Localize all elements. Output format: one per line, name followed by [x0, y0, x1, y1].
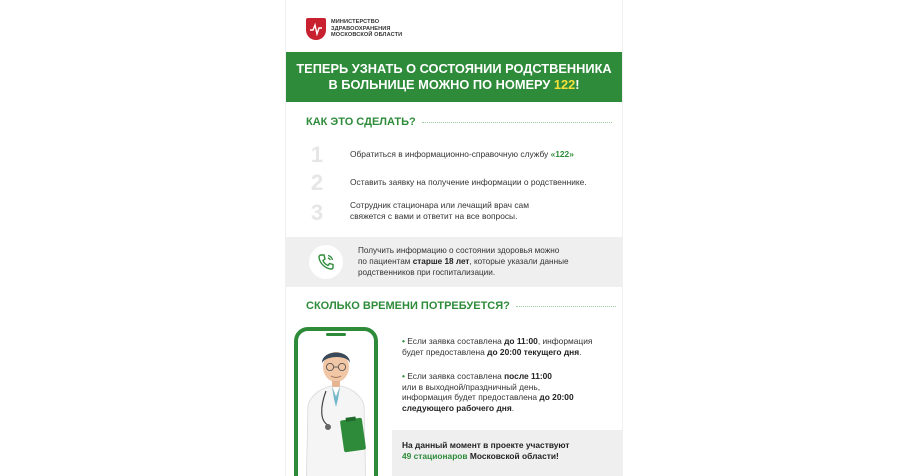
step-number: 3: [310, 200, 324, 225]
bullet-dot: •: [402, 336, 405, 346]
step-number: 1: [310, 142, 324, 167]
age-info-box: [286, 237, 622, 287]
doctor-phone-illustration: [294, 327, 378, 476]
ministry-header: [306, 18, 402, 40]
phone-icon: [309, 245, 343, 279]
phone-notch: [326, 333, 346, 336]
hotline-number: 122: [553, 77, 576, 92]
headline-line1: ТЕПЕРЬ УЗНАТЬ О СОСТОЯНИИ РОДСТВЕННИКА: [296, 61, 612, 76]
time-section-title: СКОЛЬКО ВРЕМЕНИ ПОТРЕБУЕТСЯ?: [306, 300, 616, 312]
step-text: Сотрудник стационара или лечащий врач сам свяжется с вами и ответит на все вопросы.: [350, 200, 529, 221]
headline-banner: [286, 52, 622, 102]
participants-text: На данный момент в проекте участвуют 49 стационаров Московской области!: [402, 440, 570, 461]
how-section-title: КАК ЭТО СДЕЛАТЬ?: [306, 116, 612, 128]
step-2: [306, 172, 610, 194]
headline-line2: В БОЛЬНИЦЕ МОЖНО ПО НОМЕРУ 122!: [328, 77, 580, 92]
age-info-text: Получить информацию о состоянии здоровья можно по пациентам старше 18 лет, которые указали данные родственников при госпитализации.: [358, 246, 569, 277]
step-1: [306, 144, 610, 166]
step-3: [306, 200, 610, 224]
step-text: Оставить заявку на получение информации о родственнике.: [350, 177, 587, 187]
time-bullet-1: • Если заявка составлена до 11:00, информация будет предоставлена до 20:00 текущего дня.: [402, 336, 593, 357]
step-number: 2: [310, 170, 324, 195]
time-bullet-2: • Если заявка составлена после 11:00 или в выходной/праздничный день, информация будет предоставлена до 20:00 следующего рабочего дня.: [402, 371, 574, 413]
ministry-name: МИНИСТЕРСТВО ЗДРАВООХРАНЕНИЯ МОСКОВСКОЙ ОБЛАСТИ: [331, 19, 403, 39]
ministry-logo-icon: [306, 18, 326, 40]
hospital-count: 49 стационаров: [402, 451, 468, 461]
bullet-dot: •: [402, 371, 405, 381]
doctor-illustration: [298, 337, 374, 476]
dotted-divider: [422, 122, 612, 123]
dotted-divider: [516, 306, 616, 307]
participants-box: [392, 430, 622, 476]
infographic-poster: [286, 0, 622, 476]
step-text: Обратиться в информационно-справочную службу «122»: [350, 149, 574, 159]
